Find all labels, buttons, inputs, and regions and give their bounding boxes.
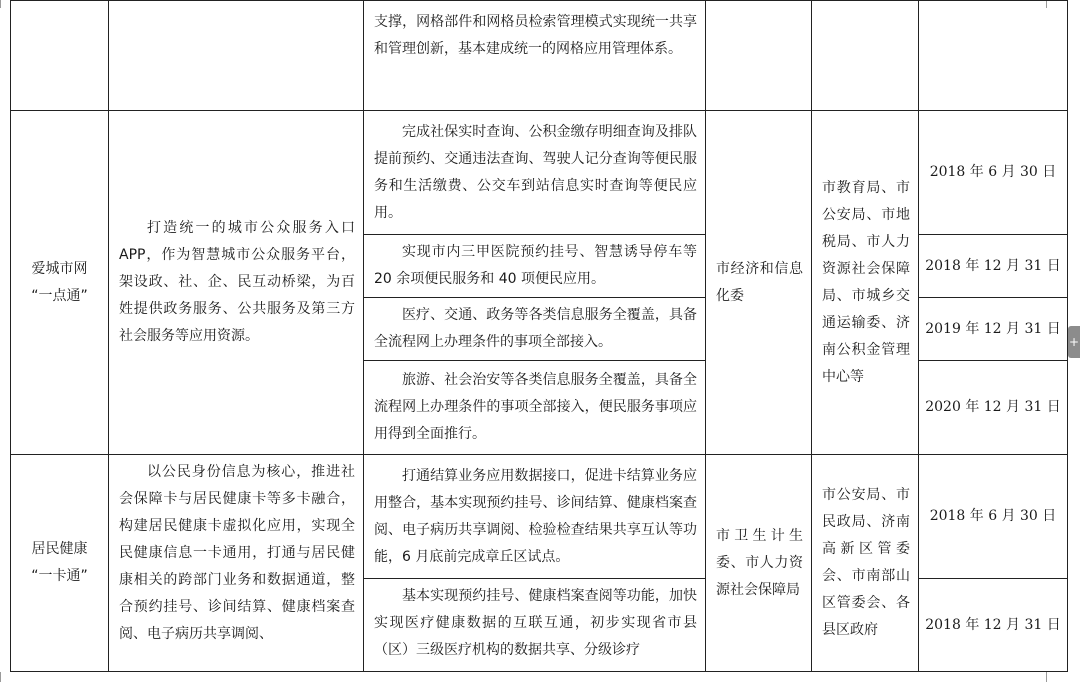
project-name-cell <box>11 111 109 455</box>
task-content-cell <box>364 455 706 579</box>
task-content: 基本实现预约挂号、健康档案查阅等功能，加快实现医疗健康数据的互联互通，初步实现省市县（区）三级医疗机构的数据共享、分级诊疗 <box>374 588 697 658</box>
table-row <box>11 455 1068 579</box>
empty-cell <box>11 1 109 111</box>
table-row <box>11 1 1068 111</box>
crop-mark-bottom-right <box>1046 672 1047 682</box>
deadline: 2019 年 12 月 31 日 <box>925 320 1061 337</box>
task-content-cell <box>364 111 706 235</box>
project-name-cell <box>11 455 109 672</box>
deadline: 2020 年 12 月 31 日 <box>925 399 1061 415</box>
deadline-cell <box>919 361 1068 455</box>
coop-units: 市公安局、市民政局、济南高新区管委会、市南部山区管委会、各县区政府 <box>822 487 910 638</box>
empty-cell <box>109 1 364 111</box>
deadline: 2018 年 6 月 30 日 <box>929 164 1057 180</box>
project-description: 打造统一的城市公众服务入口APP，作为智慧城市公众服务平台，架设政、社、企、民互动桥梁，为百姓提供政务服务、公共服务及第三方社会服务等应用资源。 <box>119 220 355 344</box>
task-content-cell <box>364 1 706 111</box>
task-content: 打通结算业务应用数据接口，促进卡结算业务应用整合，基本实现预约挂号、诊间结算、健康档案查阅、电子病历共享调阅、检验检查结果共享互认等功能，6 月底前完成章丘区试点。 <box>374 467 697 565</box>
empty-cell <box>919 1 1068 111</box>
deadline: 2018 年 6 月 30 日 <box>929 508 1057 524</box>
task-content: 医疗、交通、政务等各类信息服务全覆盖，具备全流程网上办理条件的事项全部接入。 <box>374 307 697 350</box>
deadline-cell <box>919 455 1068 579</box>
crop-mark-bottom-left <box>0 672 1 682</box>
task-content: 实现市内三甲医院预约挂号、智慧诱导停车等 20 余项便民服务和 40 项便民应用。 <box>374 244 697 287</box>
project-name-line1: 居民健康 <box>31 541 88 557</box>
task-content: 旅游、社会治安等各类信息服务全覆盖，具备全流程网上办理条件的事项全部接入，便民服务事项应用得到全面推行。 <box>374 372 697 442</box>
project-name-line1: 爱城市网 <box>31 260 88 277</box>
lead-unit: 市卫生计生委、市人力资源社会保障局 <box>716 527 803 598</box>
crop-mark-top-left <box>0 0 1 8</box>
task-content-cell <box>364 235 706 298</box>
project-name-line2: “一点通” <box>31 287 88 304</box>
task-content: 完成社保实时查询、公积金缴存明细查询及排队提前预约、交通违法查询、驾驶人记分查询等便民服务和生活缴费、公交车到站信息实时查询等便民应用。 <box>374 123 697 221</box>
plus-icon: + <box>1068 335 1080 349</box>
project-description-cell <box>109 111 364 455</box>
deadline-cell <box>919 235 1068 298</box>
deadline: 2018 年 12 月 31 日 <box>925 257 1061 274</box>
project-description-cell <box>109 455 364 672</box>
task-table <box>10 0 1068 672</box>
table-row <box>11 111 1068 235</box>
lead-unit-cell <box>706 111 812 455</box>
deadline: 2018 年 12 月 31 日 <box>925 616 1061 633</box>
side-expand-handle[interactable] <box>1068 326 1080 358</box>
deadline-cell <box>919 579 1068 672</box>
coop-units: 市教育局、市公安局、市地税局、市人力资源社会保障局、市城乡交通运输委、济南公积金管理中心等 <box>822 179 910 385</box>
coop-units-cell <box>812 111 919 455</box>
deadline-cell <box>919 111 1068 235</box>
project-name-line2: “一卡通” <box>31 568 88 584</box>
project-description: 以公民身份信息为核心，推进社会保障卡与居民健康卡等多卡融合，构建居民健康卡虚拟化应用，实现全民健康信息一卡通用，打通与居民健康相关的跨部门业务和数据通道，整合预约挂号、诊间结算、健康档案查阅、电子病历共享调阅、 <box>119 464 355 642</box>
deadline-cell <box>919 298 1068 361</box>
empty-cell <box>706 1 812 111</box>
coop-units-cell <box>812 455 919 672</box>
empty-cell <box>812 1 919 111</box>
top-row-content: 支撑，网格部件和网格员检索管理模式实现统一共享和管理创新，基本建成统一的网格应用管理体系。 <box>374 14 697 57</box>
task-content-cell <box>364 579 706 672</box>
lead-unit-cell <box>706 455 812 672</box>
task-content-cell <box>364 361 706 455</box>
task-content-cell <box>364 298 706 361</box>
lead-unit: 市经济和信息化委 <box>716 260 803 304</box>
